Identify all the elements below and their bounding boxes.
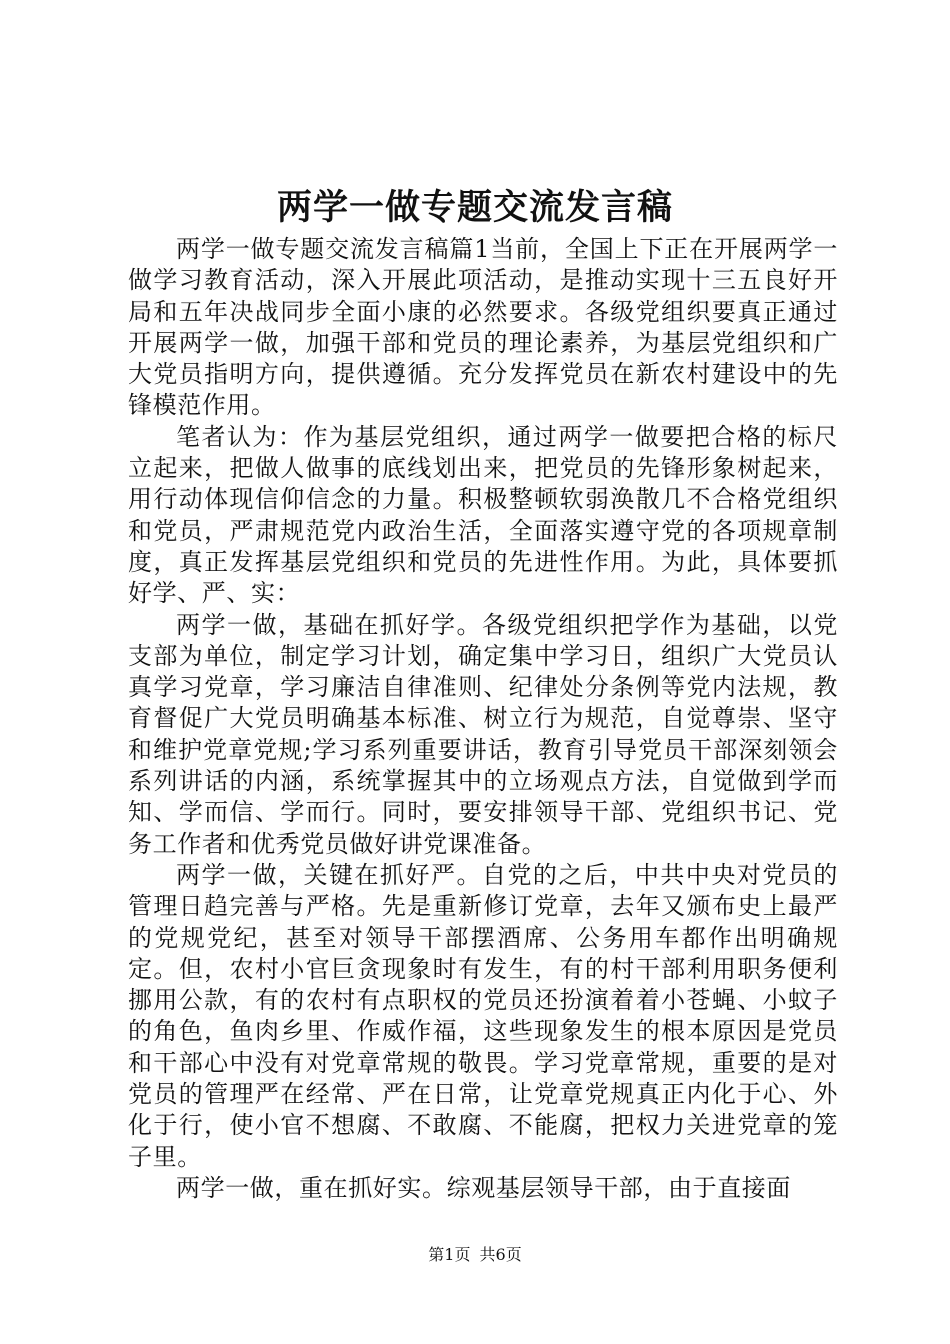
paragraph-3: 两学一做，基础在抓好学。各级党组织把学作为基础，以党支部为单位，制定学习计划，确定集中学习日，组织广大党员认真学习党章，学习廉洁自律准则、纪律处分条例等党内法规，教育督促广大党员明确基本标准、树立行为规范，自觉尊崇、坚守和维护党章党规;学习系列重要讲话，教育引导党员干部深刻领会系列讲话的内涵，系统掌握其中的立场观点方法，自觉做到学而知、学而信、学而行。同时，要安排领导干部、党组织书记、党务工作者和优秀党员做好讲党课准备。: [128, 610, 838, 858]
paragraph-2: 笔者认为：作为基层党组织，通过两学一做要把合格的标尺立起来，把做人做事的底线划出来，把党员的先锋形象树起来，用行动体现信仰信念的力量。积极整顿软弱涣散几不合格党组织和党员，严肃规范党内政治生活，全面落实遵守党的各项规章制度，真正发挥基层党组织和党员的先进性作用。为此，具体要抓好学、严、实：: [128, 422, 838, 608]
document-body: [128, 234, 838, 1204]
paragraph-4: 两学一做，关键在抓好严。自党的之后，中共中央对党员的管理日趋完善与严格。先是重新修订党章，去年又颁布史上最严的党规党纪，甚至对领导干部摆酒席、公务用车都作出明确规定。但，农村小官巨贪现象时有发生，有的村干部利用职务便利挪用公款，有的农村有点职权的党员还扮演着着小苍蝇、小蚊子的角色，鱼肉乡里、作威作福，这些现象发生的根本原因是党员和干部心中没有对党章常规的敬畏。学习党章常规，重要的是对党员的管理严在经常、严在日常，让党章党规真正内化于心、外化于行，使小官不想腐、不敢腐、不能腐，把权力关进党章的笼子里。: [128, 860, 838, 1171]
document-title: 两学一做专题交流发言稿: [276, 187, 673, 228]
paragraph-1: 两学一做专题交流发言稿篇1当前，全国上下正在开展两学一做学习教育活动，深入开展此项活动，是推动实现十三五良好开局和五年决战同步全面小康的必然要求。各级党组织要真正通过开展两学一做，加强干部和党员的理论素养，为基层党组织和广大党员指明方向，提供遵循。充分发挥党员在新农村建设中的先锋模范作用。: [128, 235, 838, 420]
page-footer: [0, 1244, 950, 1266]
page-total: 共6页: [479, 1245, 522, 1264]
paragraph-5: 两学一做，重在抓好实。综观基层领导干部，由于直接面: [176, 1173, 791, 1202]
page-number: 第1页: [428, 1245, 471, 1264]
